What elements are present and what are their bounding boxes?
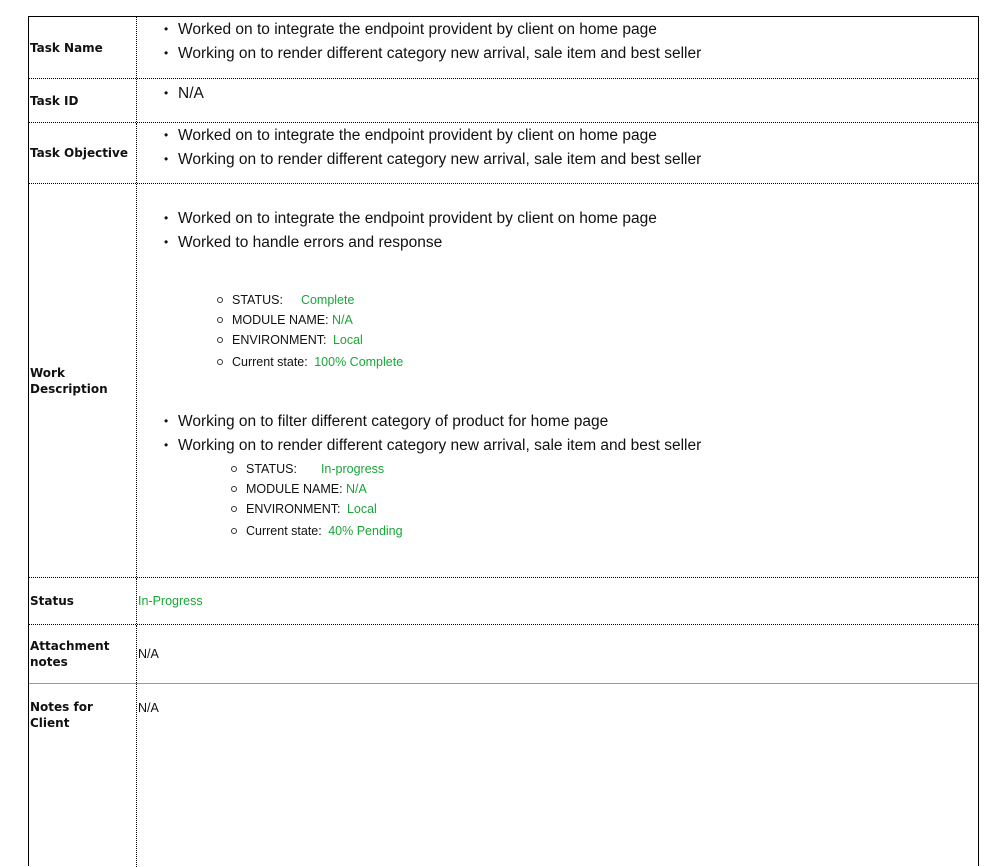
row-work-description (29, 183, 978, 577)
row-label: Task ID (29, 79, 137, 122)
row-value (138, 578, 978, 624)
row-value (138, 123, 978, 183)
list-item: • Working on to render different category new arrival, sale item and best seller (178, 148, 701, 172)
attachment-notes-value: N/A (138, 647, 159, 661)
notes-for-client-value: N/A (138, 701, 159, 715)
list-item: • Worked on to integrate the endpoint provident by client on home page (178, 207, 657, 231)
row-label: Task Name (29, 17, 137, 78)
row-label: Task Objective (29, 123, 137, 183)
row-attachment-notes (29, 624, 978, 683)
list-item: • Working on to filter different category of product for home page (178, 410, 701, 434)
row-value (138, 184, 978, 577)
list-item: • Worked on to integrate the endpoint provident by client on home page (178, 18, 701, 42)
row-value (138, 684, 978, 867)
row-label: Notes for Client (29, 684, 137, 867)
detail-item: ENVIRONMENT: Local (232, 330, 403, 350)
list-item: • Working on to render different category new arrival, sale item and best seller (178, 434, 701, 458)
detail-list (232, 290, 403, 372)
list-item: • Worked to handle errors and response (178, 231, 657, 255)
status-value: In-Progress (138, 594, 203, 608)
row-task-objective (29, 122, 978, 183)
detail-item: Current state: 40% Pending (246, 521, 403, 541)
row-label: Status (29, 578, 137, 624)
row-label: Work Description (29, 184, 137, 577)
detail-item: MODULE NAME: N/A (246, 479, 403, 499)
row-value (138, 79, 978, 122)
detail-item: Current state: 100% Complete (232, 352, 403, 372)
detail-item: STATUS: Complete (232, 290, 403, 310)
detail-list (246, 459, 403, 541)
row-status (29, 577, 978, 624)
list-item: • Worked on to integrate the endpoint provident by client on home page (178, 124, 701, 148)
row-value (138, 17, 978, 78)
row-notes-for-client (29, 683, 978, 867)
list-item: • N/A (178, 82, 204, 106)
detail-item: ENVIRONMENT: Local (246, 499, 403, 519)
row-task-name (29, 17, 978, 78)
detail-item: STATUS: In-progress (246, 459, 403, 479)
row-task-id (29, 78, 978, 122)
list-item: • Working on to render different category new arrival, sale item and best seller (178, 42, 701, 66)
row-label: Attachment notes (29, 625, 137, 683)
detail-item: MODULE NAME: N/A (232, 310, 403, 330)
task-report-table (28, 16, 979, 866)
row-value (138, 625, 978, 683)
